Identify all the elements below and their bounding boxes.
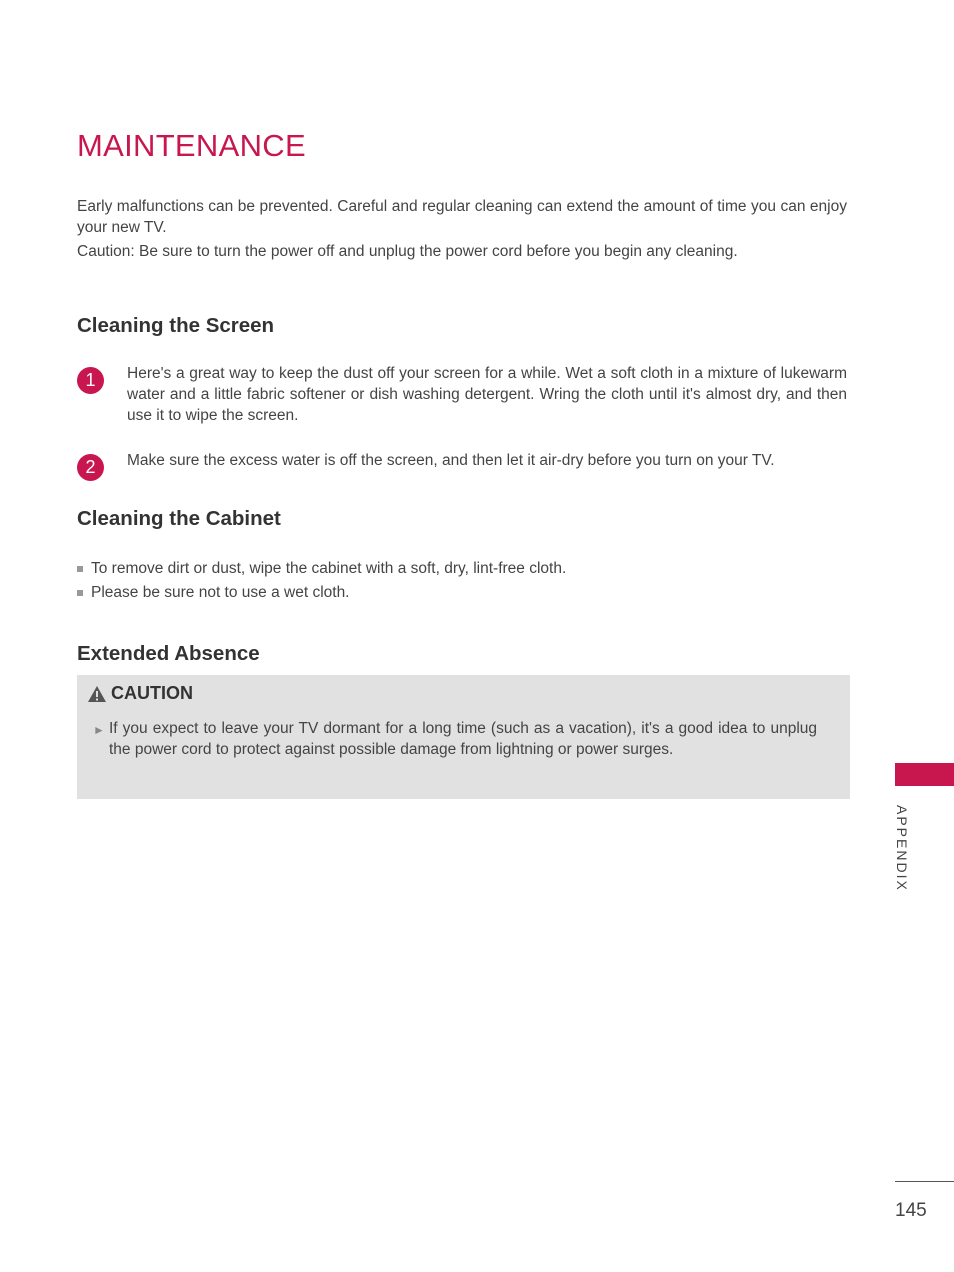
step-2 — [77, 450, 847, 477]
section-tab-marker — [895, 763, 954, 786]
list-item-text: Please be sure not to use a wet cloth. — [91, 584, 350, 601]
list-item-text: To remove dirt or dust, wipe the cabinet with a soft, dry, lint-free cloth. — [91, 560, 567, 577]
caution-header — [87, 683, 193, 704]
extended-absence-heading: Extended Absence — [77, 642, 260, 665]
square-bullet-icon — [77, 566, 83, 572]
step-number-badge: 1 — [77, 367, 104, 394]
caution-box — [77, 675, 850, 799]
cleaning-cabinet-heading: Cleaning the Cabinet — [77, 507, 281, 530]
page-title: MAINTENANCE — [77, 128, 306, 163]
square-bullet-icon — [77, 590, 83, 596]
caution-text: If you expect to leave your TV dormant for a long time (such as a vacation), it's a good idea to unplug the power cord to protect against possible damage from lightning or power surges. — [109, 720, 817, 758]
intro-caution-paragraph: Caution: Be sure to turn the power off and unplug the power cord before you begin any cleaning. — [77, 243, 738, 260]
list-item — [77, 581, 566, 605]
step-text: Here's a great way to keep the dust off your screen for a while. Wet a soft cloth in a mixture of lukewarm water and a little fabric softener or dish washing detergent. Wring the cloth until it's almost dry, and then use it to wipe the screen. — [127, 365, 847, 424]
step-text: Make sure the excess water is off the screen, and then let it air-dry before you turn on your TV. — [127, 452, 775, 469]
cleaning-screen-heading: Cleaning the Screen — [77, 314, 275, 337]
caution-body — [93, 718, 817, 760]
intro-text — [77, 196, 847, 262]
section-label: APPENDIX — [894, 805, 910, 892]
arrow-right-icon: ► — [93, 723, 105, 737]
footer-divider — [895, 1181, 954, 1182]
cabinet-bullet-list — [77, 557, 566, 605]
warning-triangle-icon — [87, 685, 107, 703]
step-number-badge: 2 — [77, 454, 104, 481]
caution-label: CAUTION — [111, 683, 193, 703]
list-item — [77, 557, 566, 581]
step-1 — [77, 363, 847, 426]
intro-paragraph: Early malfunctions can be prevented. Careful and regular cleaning can extend the amount of time you can enjoy your new TV. — [77, 198, 847, 236]
page-number: 145 — [895, 1200, 927, 1221]
